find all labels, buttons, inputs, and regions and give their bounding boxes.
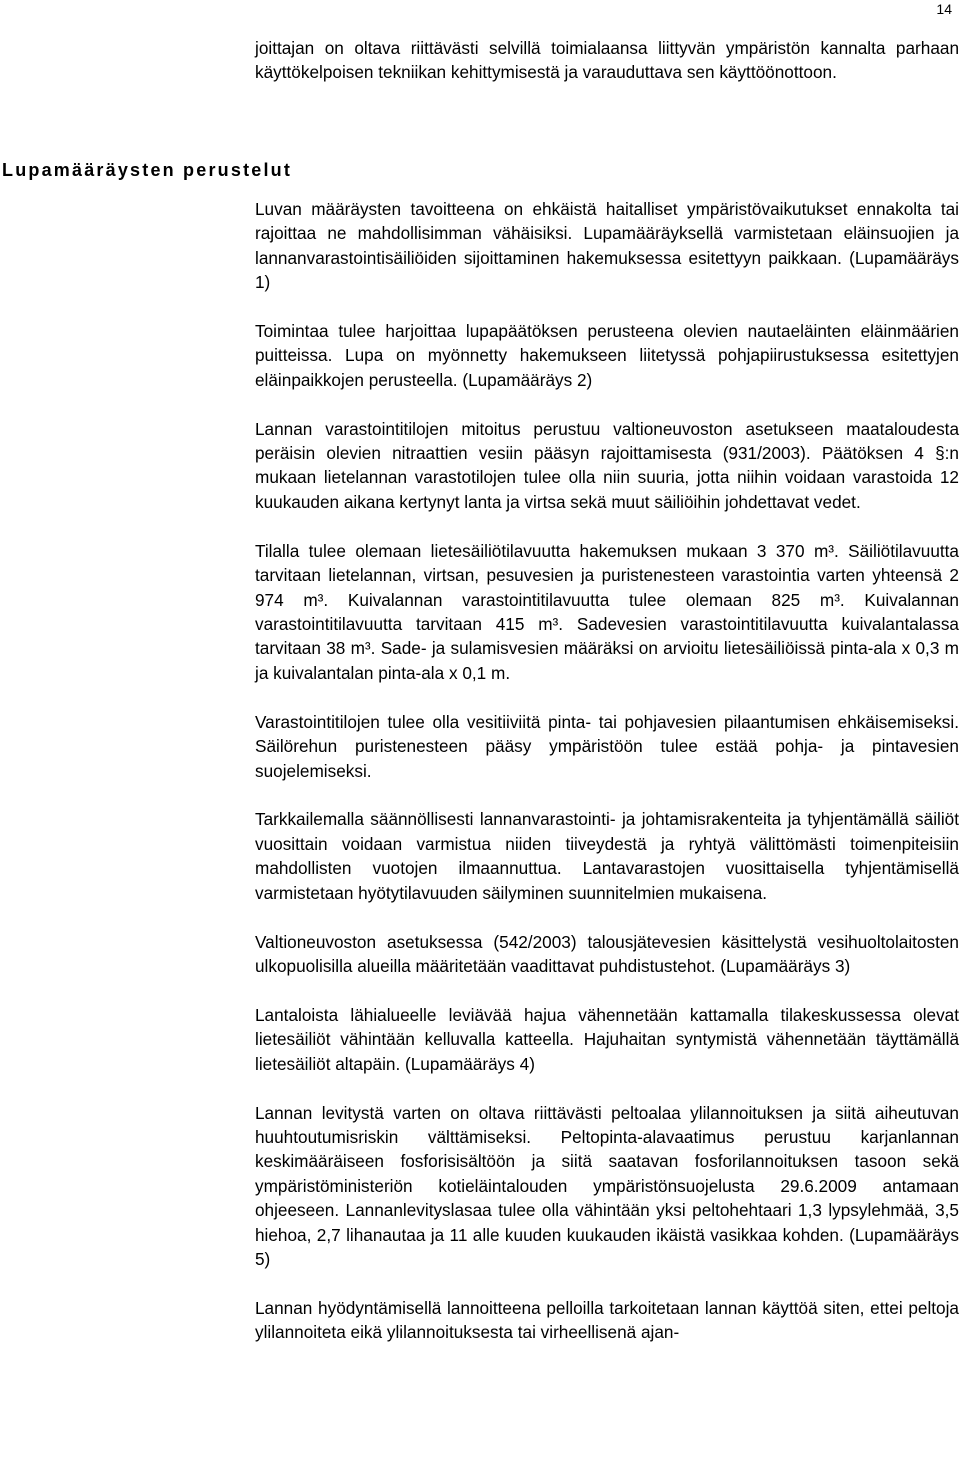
paragraph-7: Valtioneuvoston asetuksessa (542/2003) talousjätevesien käsittelystä vesihuoltolaitosten ulkopuolisilla alueilla määritetään vaadittavat puhdistustehot. (Lupamääräys 3): [255, 931, 959, 976]
paragraph-5: Varastointitilojen tulee olla vesitiiviitä pinta- tai pohjavesien pilaantumisen ehkäisemiseksi. Säilörehun puristenesteen pääsy ympäristöön tulee estää pohja- ja pintavesien suojelemiseksi.: [255, 711, 959, 781]
paragraph-intro: joittajan on oltava riittävästi selvillä toimialaansa liittyvän ympäristön kannalta parhaan käyttökelpoisen tekniikan kehittymisestä ja varauduttava sen käyttöönottoon.: [255, 38, 959, 83]
paragraph-3: Lannan varastointitilojen mitoitus perustuu valtioneuvoston asetukseen maataloudesta peräisin olevien nitraattien vesiin pääsyn rajoittamisesta (931/2003). Päätöksen 4 §:n mukaan lietelannan varastotilojen tulee olla niin suuria, jotta niihin voidaan varastoida 12 kuukauden aikana kertynyt lanta ja virtsa sekä muut säiliöihin johdettavat vedet.: [255, 418, 959, 512]
paragraph-2: Toimintaa tulee harjoittaa lupapäätöksen perusteena olevien nautaeläinten eläinmäärien puitteissa. Lupa on myönnetty hakemukseen liitetyssä pohjapiirustuksessa esitettyjen eläinpaikkojen perusteella. (Lupamääräys 2): [255, 320, 959, 390]
document-body: [255, 36, 959, 1345]
paragraph-8: Lantaloista lähialueelle leviävää hajua vähennetään kattamalla tilakeskussessa olevat lietesäiliöt vähintään kelluvalla katteella. Hajuhaitan syntymistä vähennetään täyttämällä lietesäiliöt altapäin. (Lupamääräys 4): [255, 1004, 959, 1074]
paragraph-4: Tilalla tulee olemaan lietesäiliötilavuutta hakemuksen mukaan 3 370 m³. Säiliötilavuutta tarvitaan lietelannan, virtsan, pesuvesien ja puristenesteen varastointia varten yhteensä 2 974 m³. Kuivalannan varastointitilavuutta tulee olemaan 825 m³. Kuivalannan varastointitilavuutta tarvitaan 415 m³. Sadevesien varastointitilavuutta kuivalantalassa tarvitaan 38 m³. Sade- ja sulamisvesien määräksi on arvioitu lietesäiliöissä pinta-ala x 0,3 m ja kuivalantalan pinta-ala x 0,1 m.: [255, 540, 959, 683]
page-number: 14: [936, 1, 952, 17]
paragraph-1: Luvan määräysten tavoitteena on ehkäistä haitalliset ympäristövaikutukset ennakolta tai rajoittaa ne mahdollisimman vähäisiksi. Lupamääräyksellä varmistetaan eläinsuojien ja lannanvarastointisäiliöiden sijoittaminen hakemuksessa esitettyyn paikkaan. (Lupamääräys 1): [255, 198, 959, 293]
section-heading: Lupamääräysten perustelut: [2, 160, 293, 180]
paragraph-6: Tarkkailemalla säännöllisesti lannanvarastointi- ja johtamisrakenteita ja tyhjentämällä säiliöt vuosittain voidaan varmistua niiden tiiveydestä ja ryhtyä välittömästi toimenpiteisiin mahdollisten vuotojen ilmaannuttua. Lantavarastojen vuosittaisella tyhjentämisellä varmistetaan hyötytilavuuden säilyminen suunnitelmien mukaisena.: [255, 809, 959, 903]
paragraph-9: Lannan levitystä varten on oltava riittävästi peltoalaa ylilannoituksen ja siitä aiheutuvan huuhtoutumisriskin välttämiseksi. Peltopinta-alavaatimus perustuu karjanlannan keskimääräiseen fosforisisältöön ja siitä saatavan fosforilannoituksen tasoon sekä ympäristöministeriön kotieläintalouden ympäristönsuojelusta 29.6.2009 antamaan ohjeeseen. Lannanlevityslasaa tulee olla vähintään yksi peltohehtaari 1,3 lypsylehmää, 3,5 hiehoa, 2,7 lihanautaa ja 11 alle kuuden kuukauden ikäistä vasikkaa kohden. (Lupamääräys 5): [255, 1102, 959, 1270]
paragraph-10: Lannan hyödyntämisellä lannoitteena pelloilla tarkoitetaan lannan käyttöä siten, ettei peltoja ylilannoiteta eikä ylilannoituksesta tai virheellisenä ajan-: [255, 1297, 959, 1343]
